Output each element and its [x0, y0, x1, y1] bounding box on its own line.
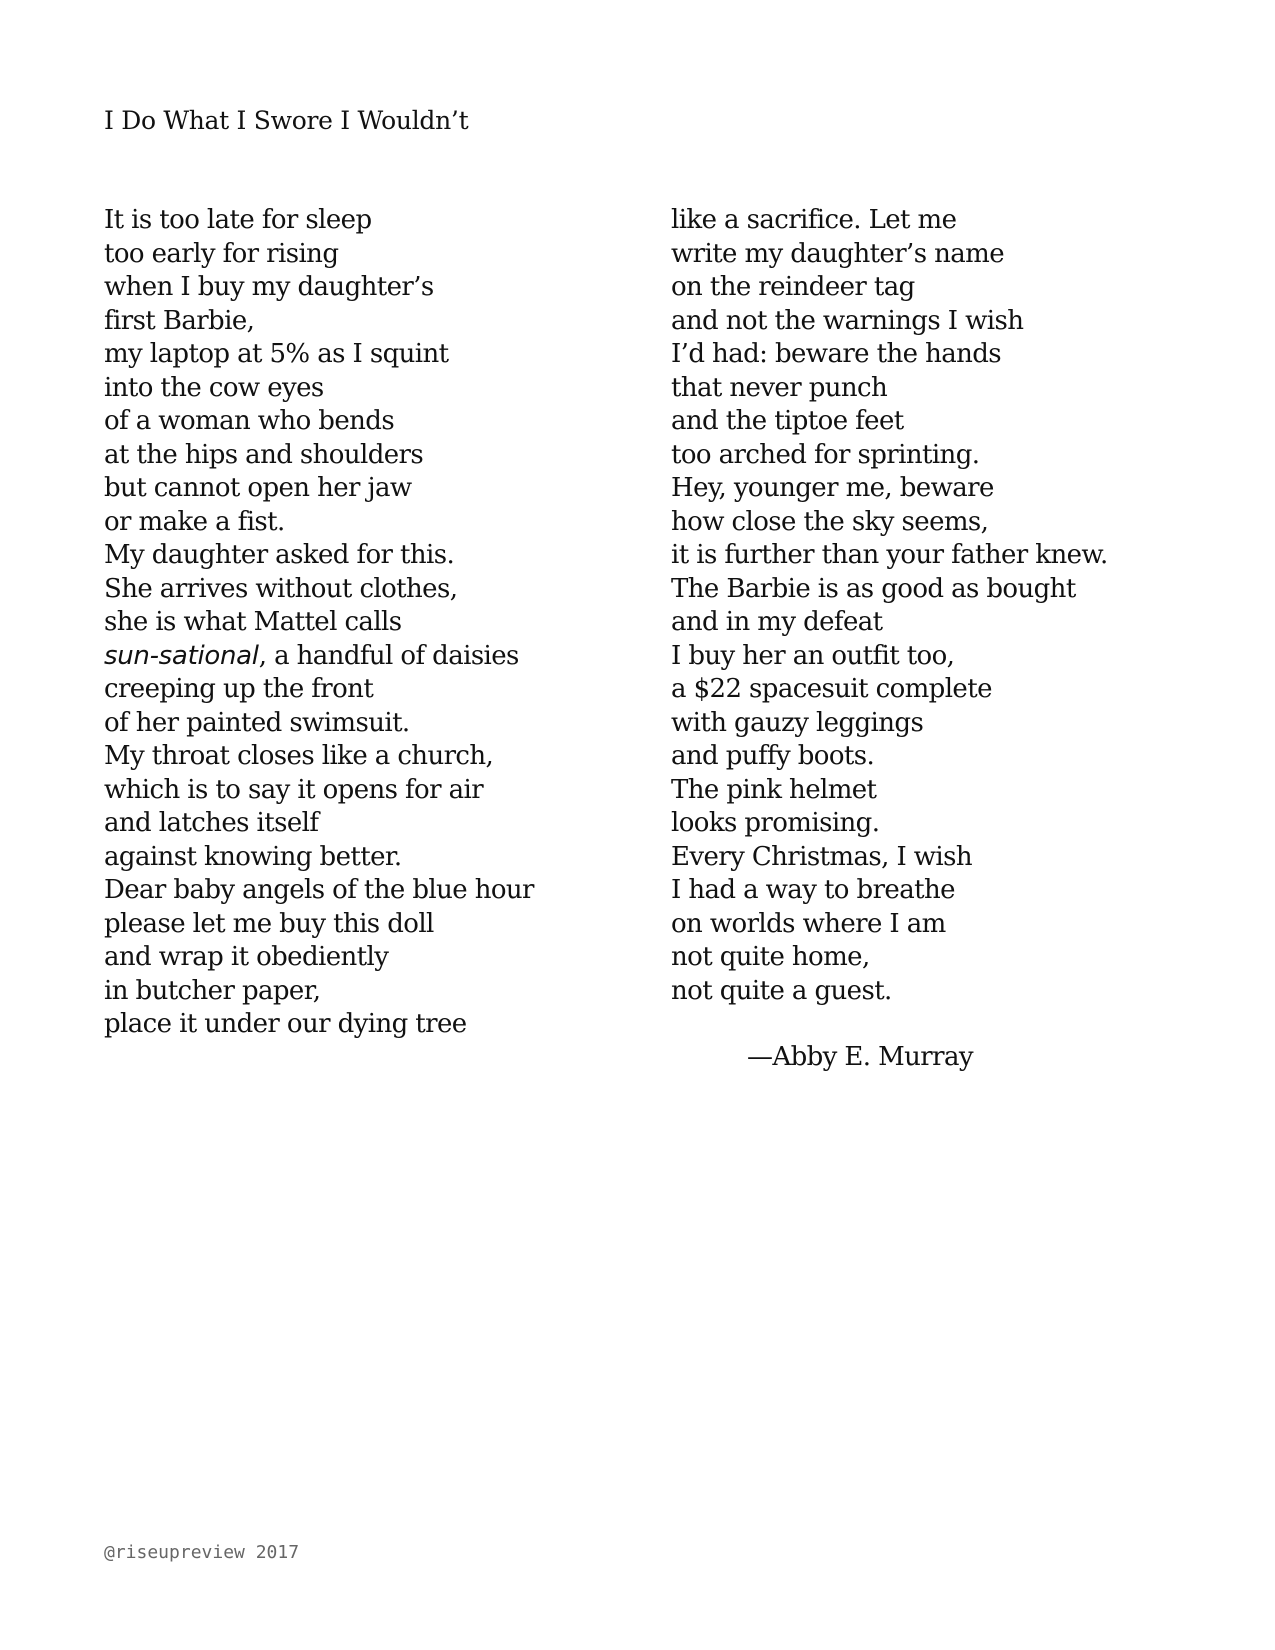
poem-line: but cannot open her jaw	[104, 473, 412, 503]
poem-line: The pink helmet	[671, 774, 877, 805]
poem-line: My daughter asked for this.	[104, 540, 455, 570]
poem-line: and puffy boots.	[671, 741, 875, 771]
poem-line: too early for rising	[104, 238, 339, 269]
poem-line: that never punch	[671, 372, 888, 403]
poem-line: My throat closes like a church,	[104, 741, 494, 771]
poem-line: It is too late for sleep	[104, 205, 372, 235]
poem-line: she is what Mattel calls	[104, 607, 402, 637]
poem-line: against knowing better.	[104, 841, 402, 872]
poem-line: it is further than your father knew.	[671, 540, 1108, 570]
poem-line-italic-phrase: sun-sational	[104, 640, 259, 671]
poem-line: and latches itself	[104, 808, 319, 838]
poem-line: when I buy my daughter’s	[104, 272, 434, 302]
poem-line: and wrap it obediently	[104, 942, 389, 972]
poem-line: The Barbie is as good as bought	[671, 573, 1076, 604]
poem-line: which is to say it opens for air	[104, 774, 484, 805]
poem-line: Every Christmas, I wish	[671, 841, 973, 872]
poem-line: and the tiptoe feet	[671, 406, 904, 436]
page-footer-credit: @riseupreview 2017	[104, 1542, 300, 1563]
poem-line: of her painted swimsuit.	[104, 707, 410, 738]
poem-left-column	[104, 204, 534, 1042]
poem-line: into the cow eyes	[104, 372, 324, 403]
poem-line: at the hips and shoulders	[104, 439, 424, 470]
poem-line: my laptop at 5% as I squint	[104, 339, 449, 369]
poem-line: too arched for sprinting.	[671, 439, 980, 470]
poem-line: with gauzy leggings	[671, 707, 924, 738]
poem-line: She arrives without clothes,	[104, 573, 458, 604]
poem-line-text: , a handful of daisies	[258, 640, 519, 671]
poem-line: creeping up the front	[104, 674, 374, 704]
poem-line: in butcher paper,	[104, 975, 321, 1006]
poem-line: I’d had: beware the hands	[671, 339, 1002, 369]
poem-line: of a woman who bends	[104, 406, 395, 436]
poem-author-signature: —Abby E. Murray	[747, 1042, 973, 1072]
poem-line: Dear baby angels of the blue hour	[104, 875, 534, 905]
poem-line: not quite home,	[671, 942, 870, 972]
poem-line: not quite a guest.	[671, 975, 892, 1006]
poem-right-column	[671, 204, 1108, 1008]
poem-line: Hey, younger me, beware	[671, 473, 994, 503]
poem-title: I Do What I Swore I Wouldn’t	[104, 106, 469, 135]
poem-line: place it under our dying tree	[104, 1009, 467, 1039]
poem-line: I buy her an outfit too,	[671, 640, 955, 671]
poem-line: please let me buy this doll	[104, 908, 434, 939]
poem-line: how close the sky seems,	[671, 506, 989, 537]
poem-line: I had a way to breathe	[671, 875, 955, 905]
poem-line	[104, 640, 534, 674]
poem-line: like a sacrifice. Let me	[671, 205, 957, 235]
poem-line: write my daughter’s name	[671, 238, 1005, 269]
poem-line: first Barbie,	[104, 305, 255, 336]
poem-line: looks promising.	[671, 808, 880, 838]
poem-line: and in my defeat	[671, 607, 883, 637]
poem-line: a $22 spacesuit complete	[671, 674, 992, 704]
poem-line: on worlds where I am	[671, 908, 946, 939]
poem-line: on the reindeer tag	[671, 272, 915, 302]
poem-line: and not the warnings I wish	[671, 305, 1024, 336]
poem-line: or make a fist.	[104, 506, 285, 537]
